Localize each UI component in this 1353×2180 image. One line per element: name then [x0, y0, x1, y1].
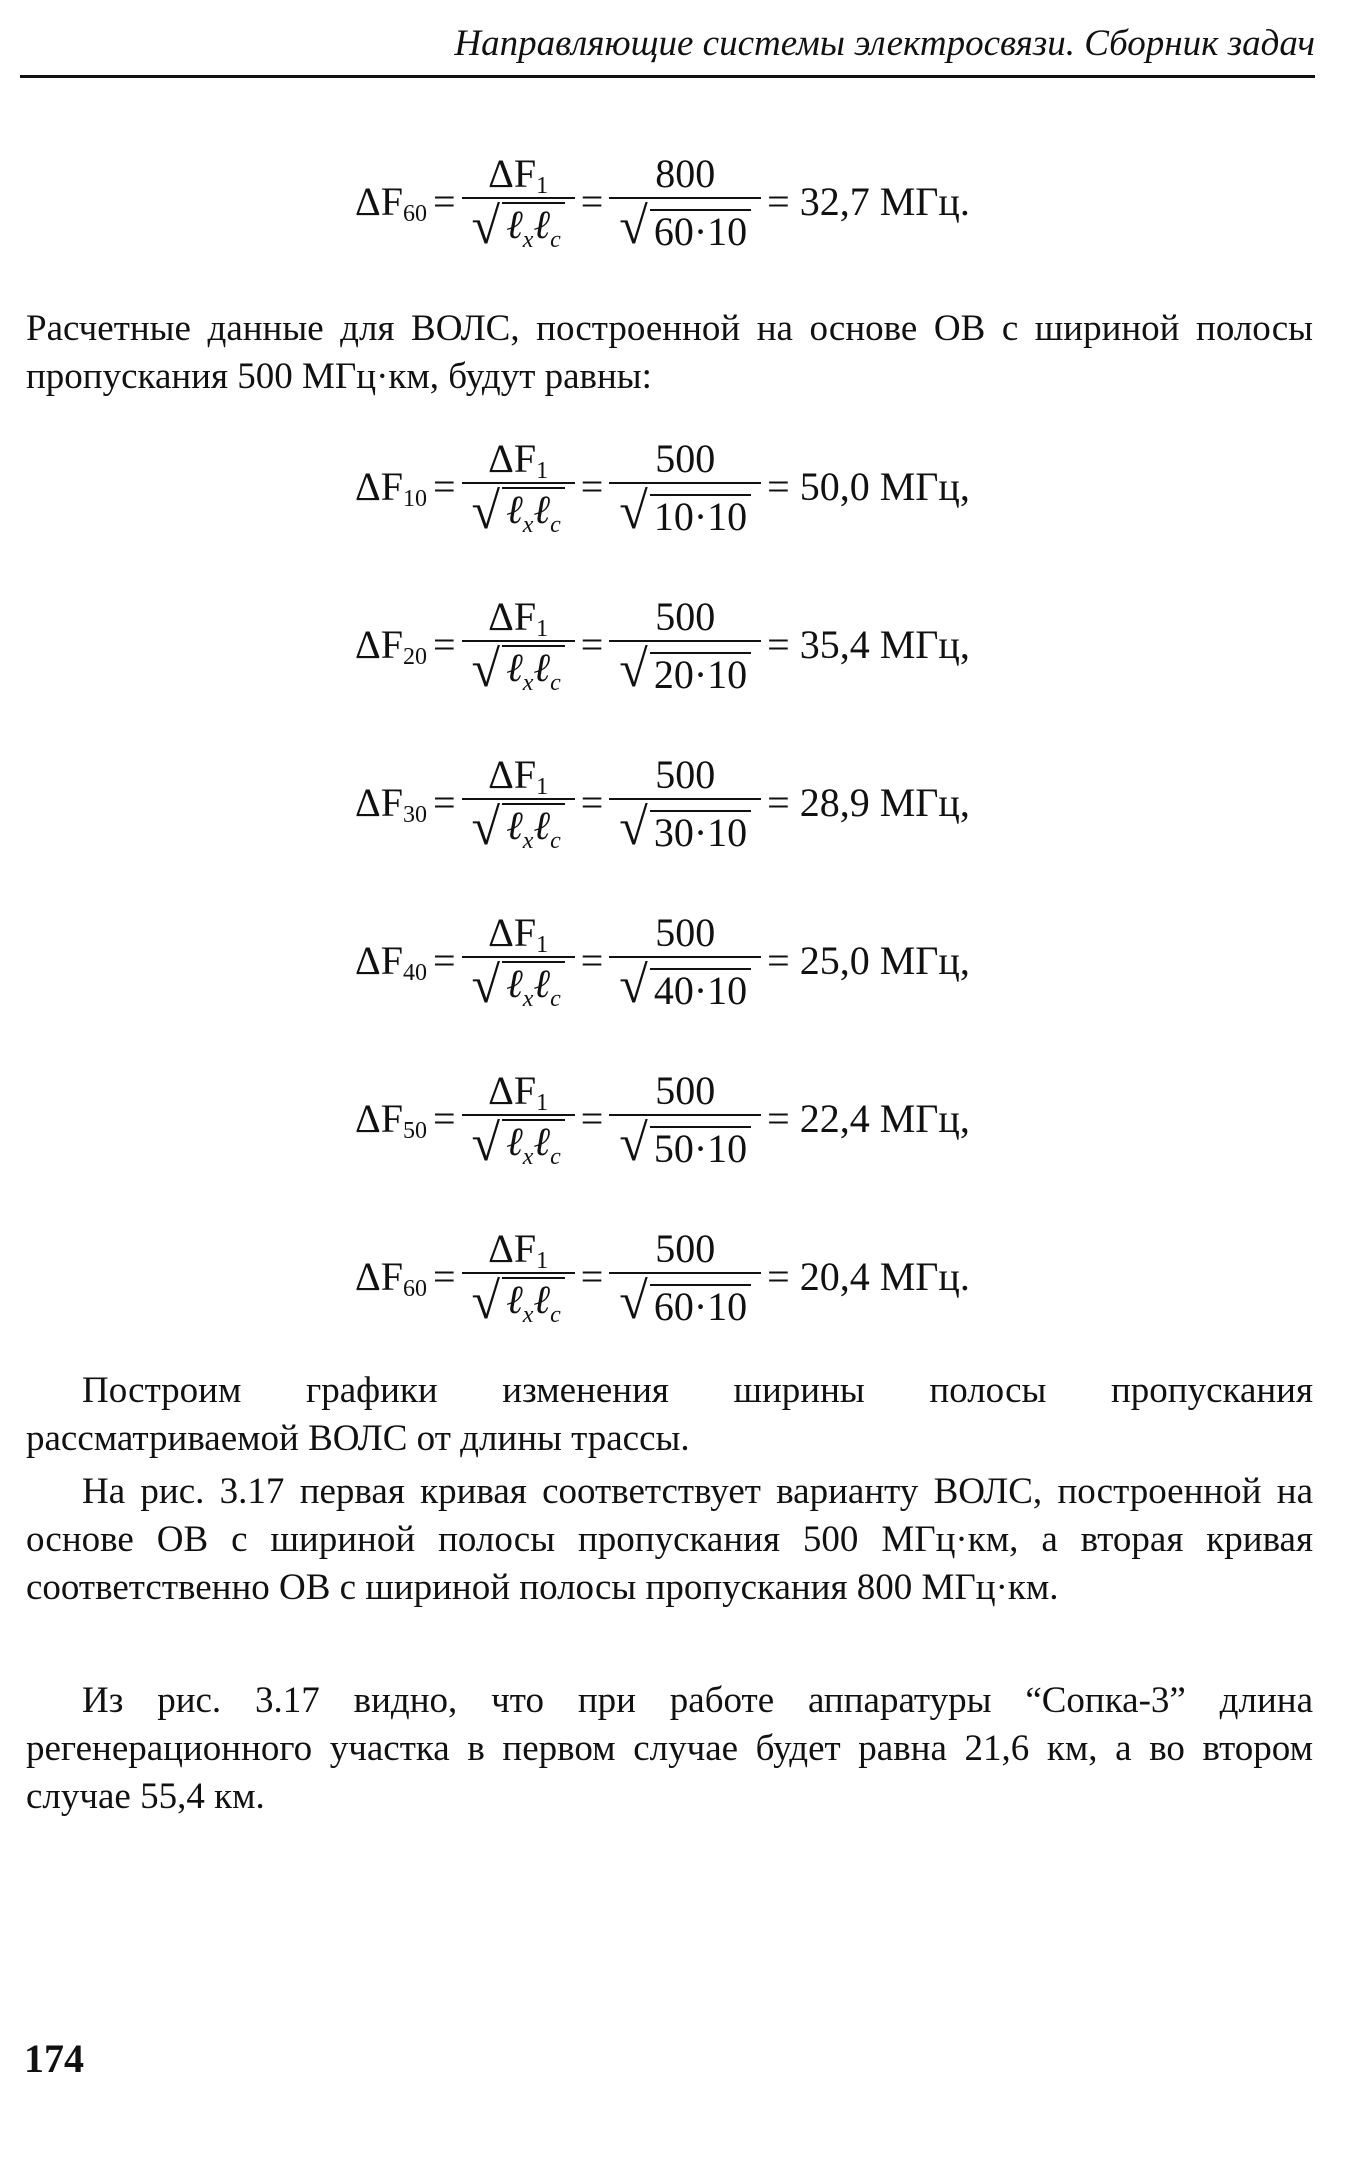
- lhs-subscript: 10: [402, 486, 427, 512]
- radicand: ℓ$_x$ℓ$_c$: [502, 803, 565, 854]
- fraction-denominator: [462, 1114, 575, 1170]
- formula-row: [355, 593, 970, 696]
- formula-row: [355, 1067, 970, 1170]
- lhs-subscript: 40: [402, 960, 427, 986]
- paragraph-figure-description: На рис. 3.17 первая кривая соответствует варианту ВОЛС, построенной на основе ОВ с шириной полосы пропускания 500 МГц·км, а вторая кривая соответственно ОВ с шириной полосы пропускания 800 МГц·км.: [26, 1471, 1313, 1608]
- formula-row: [355, 435, 970, 538]
- fraction-denominator: [462, 482, 575, 538]
- radicand: ℓ$_x$ℓ$_c$: [502, 1277, 565, 1328]
- formula-row: [355, 751, 970, 854]
- fraction-numeric: [609, 593, 761, 696]
- sqrt-icon: √: [619, 799, 648, 856]
- lhs-subscript: 60: [402, 1276, 427, 1302]
- formula-result: = 50,0 МГц,: [767, 464, 970, 509]
- fraction-symbolic: [462, 1225, 575, 1328]
- fraction-numeric: [609, 1225, 761, 1328]
- lhs-subscript: 60: [402, 201, 427, 227]
- lhs-symbol: ΔF: [355, 622, 403, 667]
- formula-row: [355, 909, 970, 1012]
- numerator-symbol: ΔF: [488, 1068, 537, 1113]
- formula-result: = 25,0 МГц,: [767, 938, 970, 983]
- formula-result: = 35,4 МГц,: [767, 622, 970, 667]
- formula-result: = 20,4 МГц.: [767, 1254, 970, 1299]
- numerator-symbol: ΔF: [488, 752, 537, 797]
- numerator-symbol: ΔF: [488, 151, 537, 196]
- fraction-symbolic: [462, 909, 575, 1012]
- equals-sign: =: [432, 938, 456, 983]
- fraction-numeric: [609, 150, 761, 253]
- sqrt-icon: √: [471, 799, 501, 856]
- formula-result: = 22,4 МГц,: [767, 1096, 970, 1141]
- fraction-symbolic: [462, 435, 575, 538]
- equals-sign: =: [432, 1254, 456, 1299]
- radicand: ℓ$_x$ℓ$_c$: [502, 1119, 565, 1170]
- numeric-numerator: 800: [655, 151, 716, 196]
- numeric-denominator: [609, 1272, 761, 1328]
- formula-lhs: [355, 1253, 427, 1300]
- radicand: ℓ$_x$ℓ$_c$: [502, 487, 565, 538]
- lhs-symbol: ΔF: [355, 464, 403, 509]
- numeric-denominator: [609, 482, 761, 538]
- numeric-denominator: [609, 1114, 761, 1170]
- fraction-denominator: [462, 956, 575, 1012]
- fraction-symbolic: [462, 150, 575, 253]
- equals-sign: =: [432, 464, 456, 509]
- equals-sign: =: [432, 622, 456, 667]
- sqrt-icon: √: [619, 483, 648, 540]
- fraction-numerator: [480, 751, 556, 798]
- fraction-denominator: [462, 1272, 575, 1328]
- radicand: ℓ$_x$ℓ$_c$: [502, 202, 565, 253]
- numeric-numerator: 500: [655, 910, 716, 955]
- equals-sign: =: [580, 938, 604, 983]
- sqrt-icon: √: [619, 1273, 648, 1330]
- numerator-symbol: ΔF: [488, 910, 537, 955]
- equals-sign: =: [580, 464, 604, 509]
- numeric-numerator: 500: [655, 436, 716, 481]
- paragraph-graphs: Построим графики изменения ширины полосы пропускания рассматриваемой ВОЛС от длины трассы.: [26, 1370, 1313, 1459]
- numeric-numerator: 500: [655, 1068, 716, 1113]
- sqrt-icon: √: [619, 957, 648, 1014]
- numeric-denominator: [609, 956, 761, 1012]
- fraction-symbolic: [462, 1067, 575, 1170]
- formula-lhs: [355, 178, 427, 225]
- sqrt-icon: √: [471, 483, 501, 540]
- equals-sign: =: [432, 1096, 456, 1141]
- fraction-denominator: [462, 798, 575, 854]
- numeric-radicand: 40·10: [650, 968, 751, 1012]
- sqrt-icon: √: [471, 1273, 501, 1330]
- formula-lhs: [355, 937, 427, 984]
- fraction-numerator: [480, 435, 556, 482]
- fraction-symbolic: [462, 751, 575, 854]
- numeric-denominator: [609, 640, 761, 696]
- equals-sign: =: [432, 179, 456, 224]
- lhs-symbol: ΔF: [355, 179, 403, 224]
- paragraph-intro: Расчетные данные для ВОЛС, построенной на основе ОВ с шириной полосы пропускания 500 МГц·км, будут равны:: [26, 308, 1313, 397]
- lhs-subscript: 20: [402, 644, 427, 670]
- numerator-subscript: 1: [536, 616, 549, 642]
- fraction-numeric: [609, 1067, 761, 1170]
- lhs-subscript: 30: [402, 802, 427, 828]
- numeric-denominator: [609, 197, 761, 253]
- numerator-subscript: 1: [536, 932, 549, 958]
- fraction-symbolic: [462, 593, 575, 696]
- sqrt-icon: √: [471, 198, 501, 255]
- fraction-numerator: [480, 1225, 556, 1272]
- running-header: Направляющие системы электросвязи. Сборник задач: [20, 22, 1315, 78]
- numeric-radicand: 20·10: [650, 652, 751, 696]
- fraction-numeric: [609, 751, 761, 854]
- fraction-numerator: [480, 150, 556, 197]
- fraction-numerator: [480, 909, 556, 956]
- formula-row: [355, 1225, 970, 1328]
- numeric-radicand: 60·10: [650, 209, 751, 253]
- fraction-denominator: [462, 197, 575, 253]
- equals-sign: =: [580, 1254, 604, 1299]
- fraction-numerator: [480, 1067, 556, 1114]
- sqrt-icon: √: [471, 641, 501, 698]
- numerator-subscript: 1: [536, 458, 549, 484]
- formula-lhs: [355, 779, 427, 826]
- numerator-subscript: 1: [536, 173, 549, 199]
- sqrt-icon: √: [619, 641, 648, 698]
- page-number: 174: [24, 2036, 84, 2081]
- numerator-symbol: ΔF: [488, 1226, 537, 1271]
- numerator-symbol: ΔF: [488, 594, 537, 639]
- formula-result: = 28,9 МГц,: [767, 780, 970, 825]
- numeric-numerator: 500: [655, 594, 716, 639]
- numerator-symbol: ΔF: [488, 436, 537, 481]
- fraction-numeric: [609, 909, 761, 1012]
- numeric-radicand: 30·10: [650, 810, 751, 854]
- formula-lhs: [355, 463, 427, 510]
- sqrt-icon: √: [619, 1115, 648, 1172]
- numeric-numerator: 500: [655, 752, 716, 797]
- numeric-numerator: 500: [655, 1226, 716, 1271]
- numerator-subscript: 1: [536, 774, 549, 800]
- numeric-radicand: 50·10: [650, 1126, 751, 1170]
- fraction-denominator: [462, 640, 575, 696]
- formula-lhs: [355, 1095, 427, 1142]
- equals-sign: =: [580, 1096, 604, 1141]
- paragraph-conclusion: Из рис. 3.17 видно, что при работе аппаратуры “Сопка-3” длина регенерационного участка в первом случае будет равна 21,6 км, а во втором случае 55,4 км.: [26, 1680, 1313, 1817]
- lhs-symbol: ΔF: [355, 780, 403, 825]
- numeric-denominator: [609, 798, 761, 854]
- lhs-subscript: 50: [402, 1118, 427, 1144]
- radicand: ℓ$_x$ℓ$_c$: [502, 961, 565, 1012]
- formula-lhs: [355, 621, 427, 668]
- sqrt-icon: √: [471, 957, 501, 1014]
- lhs-symbol: ΔF: [355, 938, 403, 983]
- numeric-radicand: 60·10: [650, 1284, 751, 1328]
- lhs-symbol: ΔF: [355, 1096, 403, 1141]
- lhs-symbol: ΔF: [355, 1254, 403, 1299]
- formula-row: [355, 150, 970, 253]
- numerator-subscript: 1: [536, 1248, 549, 1274]
- equals-sign: =: [432, 780, 456, 825]
- equals-sign: =: [580, 622, 604, 667]
- equals-sign: =: [580, 179, 604, 224]
- fraction-numeric: [609, 435, 761, 538]
- sqrt-icon: √: [619, 198, 648, 255]
- fraction-numerator: [480, 593, 556, 640]
- formula-result: = 32,7 МГц.: [767, 179, 970, 224]
- radicand: ℓ$_x$ℓ$_c$: [502, 645, 565, 696]
- equals-sign: =: [580, 780, 604, 825]
- numeric-radicand: 10·10: [650, 494, 751, 538]
- numerator-subscript: 1: [536, 1090, 549, 1116]
- sqrt-icon: √: [471, 1115, 501, 1172]
